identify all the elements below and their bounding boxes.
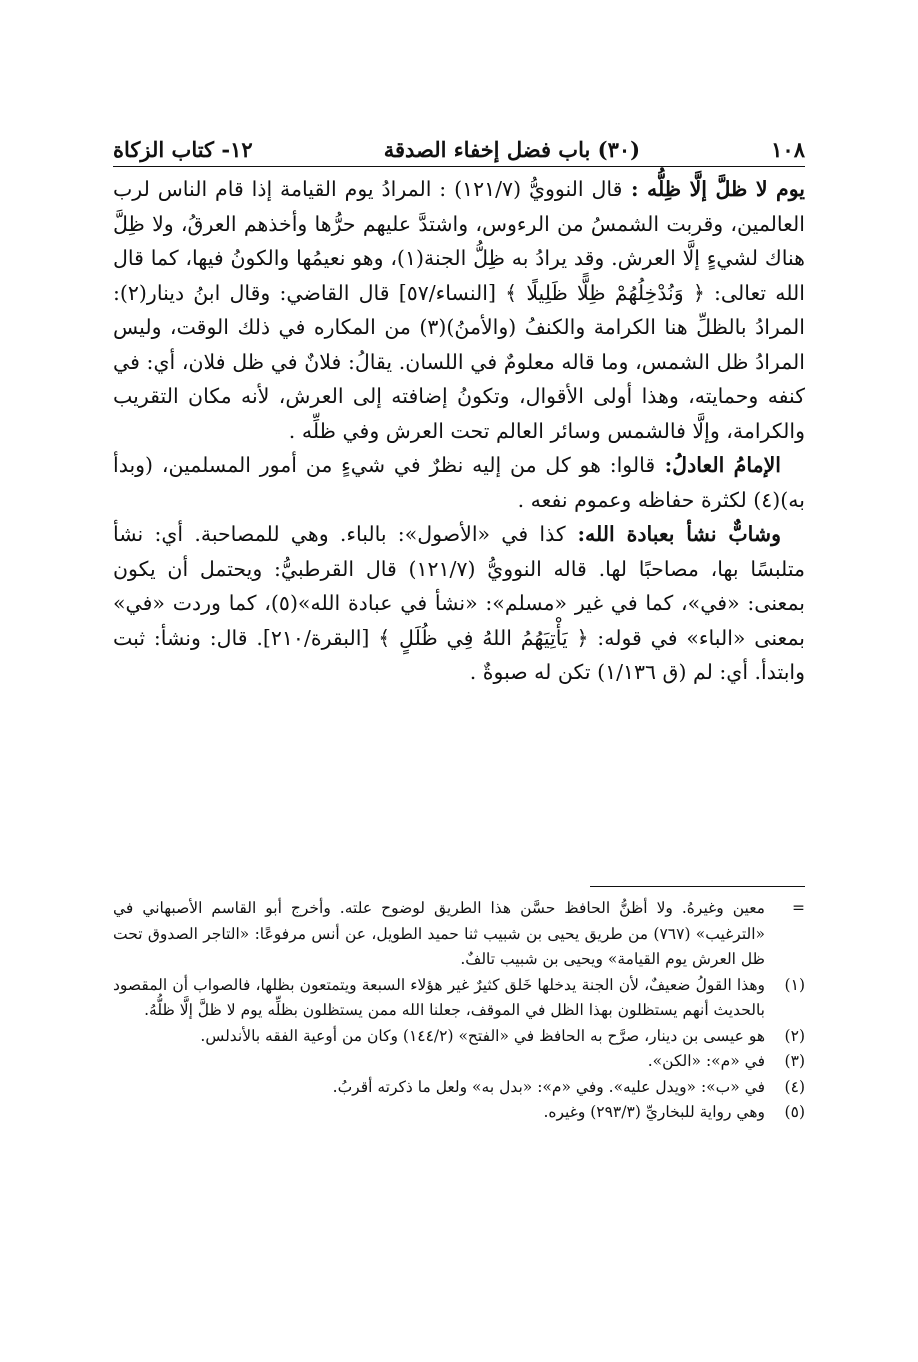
book-title: ١٢- كتاب الزكاة (113, 137, 253, 162)
footnote-text: وهذا القولُ ضعيفٌ، لأن الجنة يدخلها خَلق كثيرٌ غير هؤلاء السبعة ويتمتعون بظلها، فالصواب أن المقصود بالحديث أنهم يستظلون بهذا الظل في الموقف، جعلنا الله ممن يستظلون بظلِّه يوم لا ظلَّ إلَّا ظلُّهُ. (113, 975, 765, 1019)
footnote-5 (113, 1100, 805, 1126)
paragraph-young-man (113, 517, 805, 690)
footnote-number: = (792, 899, 805, 917)
footnote-number: (٣) (784, 1052, 805, 1070)
footnote-continued (113, 896, 805, 973)
footnote-text: وهي رواية للبخاريِّ (٢٩٣/٣) وغيره. (543, 1103, 765, 1121)
footnote-number: (٥) (784, 1103, 805, 1121)
main-text (113, 172, 805, 690)
footnote-number: (٢) (784, 1026, 805, 1045)
footnotes (113, 896, 805, 1126)
paragraph-text: قال النوويُّ (١٢١/٧) : المرادُ يوم القيامة إذا قام الناس لرب العالمين، وقربت الشمسُ من الرءوس، واشتدَّ عليهم حرُّها وأخذهم العرقُ، ولا ظِلَّ هناك لشيءٍ إلَّا العرش. وقد يرادُ به ظِلُّ الجنة(١)، وهو نعيمُها والكونُ فيها، كما قال الله تعالى: ﴿ وَنُدْخِلُهُمْ ظِلًّا ظَلِيلًا ﴾ [النساء/٥٧] قال القاضي: وقال ابنُ دينار(٢): المرادُ بالظلِّ هنا الكرامة والكنفُ (والأمنُ)(٣) من المكاره في ذلك الوقت، وليس المرادُ ظل الشمس، وما قاله معلومٌ في اللسان. يقالُ: فلانٌ في ظل فلان، أي: في كنفه وحمايته، وهذا أولى الأقوال، وتكونُ إضافته إلى العرش، لأنه مكان التقريب والكرامة، وإلَّا فالشمس وسائر العالم تحت العرش وفي ظلِّه . (113, 177, 806, 443)
footnote-text: في «م»: «الكن». (647, 1052, 765, 1070)
paragraph-text: كذا في «الأصول»: بالباء. وهي للمصاحبة. أي: نشأ متلبسًا بها، مصاحبًا لها. قاله النوويُّ (١٢١/٧) قال القرطبيُّ: ويحتمل أن يكون بمعنى: «في»، كما في غير «مسلم»: «نشأ في عبادة الله»(٥)، كما وردت «في» بمعنى «الباء» في قوله: ﴿ يَأْتِيَهُمُ اللهُ فِي ظُلَلٍ ﴾ [البقرة/٢١٠]. قال: ونشأ: ثبت وابتدأ. أي: لم (ق ١/١٣٦) تكن له صبوةٌ . (113, 522, 806, 684)
paragraph-shade (113, 172, 805, 448)
footnote-number: (١) (784, 975, 805, 994)
footnote-text: في «ب»: «ويدل عليه». وفي «م»: «بدل به» ولعل ما ذكرته أقربُ. (332, 1077, 765, 1096)
footnote-text: معين وغيرهُ. ولا أظنُّ الحافظ حسَّن هذا الطريق لوضوح علته. وأخرج أبو القاسم الأصبهاني في «الترغيب» (٧٦٧) من طريق يحيى بن شبيب ثنا حميد الطويل، عن أنس مرفوعًا: «التاجر الصدوق تحت ظل العرش يوم القيامة» ويحيى بن شبيب تالفٌ. (113, 899, 766, 968)
page-header (113, 118, 805, 162)
footnote-3 (113, 1049, 805, 1075)
footnote-1 (113, 973, 805, 1024)
footnote-4 (113, 1075, 805, 1101)
footnote-rule (590, 886, 805, 887)
page-number: ١٠٨ (771, 137, 805, 162)
paragraph-lead: يوم لا ظلَّ إلَّا ظِلُّه : (622, 177, 806, 201)
footnote-text: هو عيسى بن دينار، صرَّح به الحافظ في «الفتح» (١٤٤/٢) وكان من أوعية الفقه بالأندلس. (200, 1026, 765, 1045)
paragraph-just-imam (113, 448, 805, 517)
footnote-2 (113, 1024, 805, 1050)
paragraph-text: قالوا: هو كل من إليه نظرٌ في شيءٍ من أمور المسلمين، (وبدأ به)(٤) لكثرة حفاظه وعموم نفعه . (113, 453, 805, 512)
footnote-number: (٤) (784, 1077, 805, 1096)
paragraph-lead: وشابٌّ نشأ بعبادة الله: (565, 522, 782, 546)
paragraph-lead: الإمامُ العادلُ: (655, 453, 781, 477)
header-rule (113, 166, 805, 167)
chapter-title: (٣٠) باب فضل إخفاء الصدقة (383, 137, 641, 162)
